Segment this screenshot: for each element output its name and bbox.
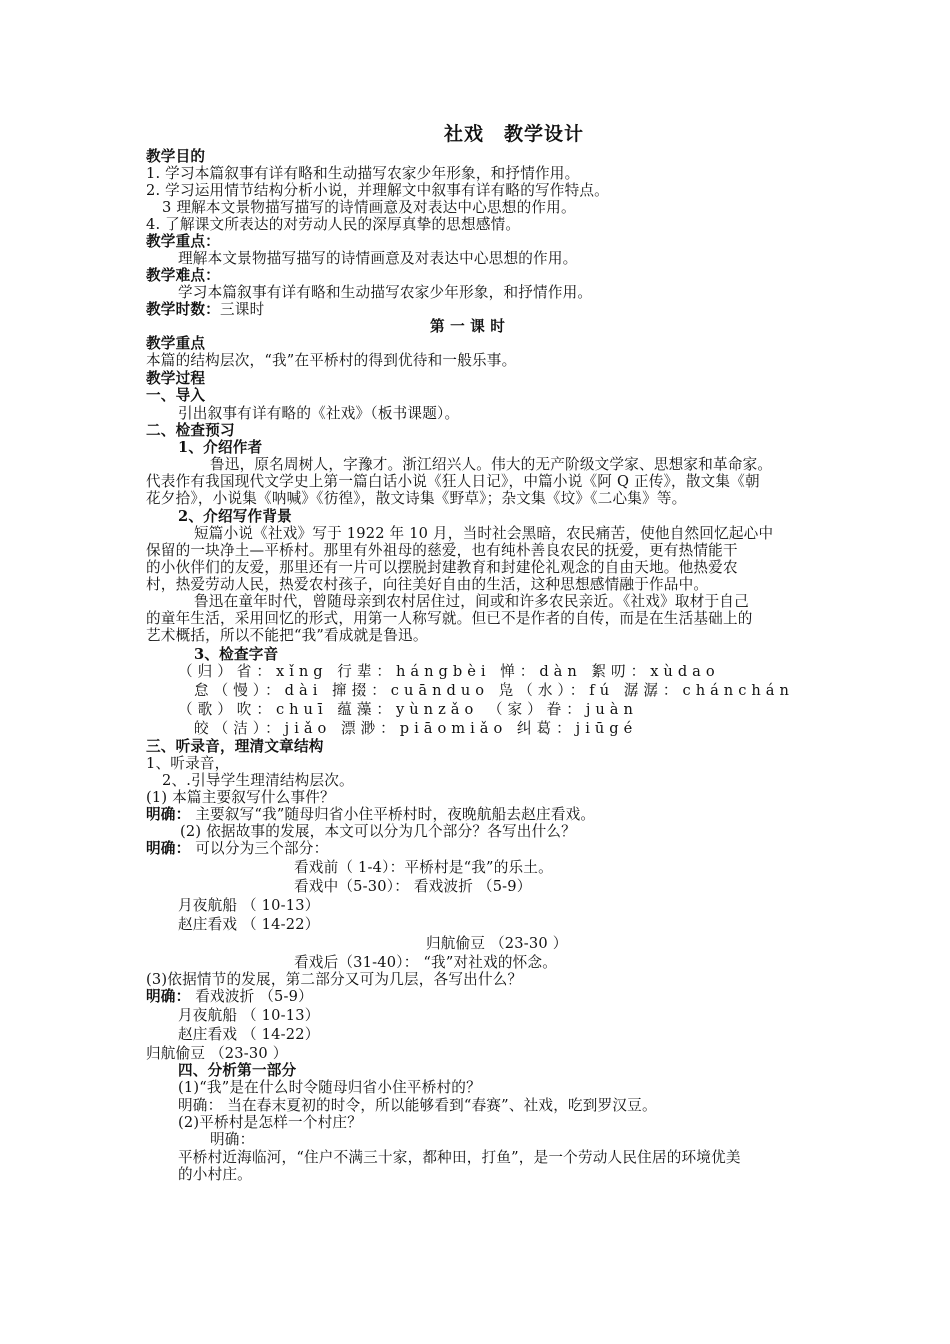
value: 可以分为三个部分： xyxy=(195,840,329,857)
text-line: 1、听录音， xyxy=(146,755,230,772)
text-line: (2) 依据故事的发展，本文可以分为几个部分？各写出什么？ xyxy=(180,823,576,840)
text-line: (1)“我”是在什么时令随母归省小住平桥村的？ xyxy=(178,1079,481,1096)
text-line: 明确： xyxy=(210,1131,255,1148)
document-title: 社戏 教学设计 xyxy=(444,123,585,145)
text-line: 理解本文景物描写描写的诗情画意及对表达中心思想的作用。 xyxy=(178,250,578,267)
text-line: (2)平桥村是怎样一个村庄？ xyxy=(178,1114,363,1131)
text-line: 4. 了解课文所表达的对劳动人民的深厚真挚的思想感情。 xyxy=(146,216,521,233)
section-heading: 四、分析第一部分 xyxy=(178,1062,297,1079)
section-heading: 教学目的 xyxy=(146,148,206,165)
subsection-heading: 1、介绍作者 xyxy=(178,439,263,456)
label: 明确： xyxy=(146,988,191,1005)
text-line: 鲁迅在童年时代，曾随母亲到农村居住过，间或和许多农民亲近。《社戏》取材于自己 xyxy=(194,593,749,610)
section-heading: 教学重点： xyxy=(146,233,220,250)
label: 明确： xyxy=(146,840,191,857)
text-line: 引出叙事有详有略的《社戏》（板书课题）。 xyxy=(178,405,460,422)
label: 教学时数： xyxy=(146,301,220,318)
text-line: 花夕拾》，小说集《呐喊》《彷徨》，散文诗集《野草》；杂文集《坟》《二心集》等。 xyxy=(146,490,687,507)
section-heading: 三、听录音，理清文章结构 xyxy=(146,738,324,755)
text-line: 月夜航船 （ 10-13） xyxy=(178,897,320,914)
text-line: 2、.引导学生理清结构层次。 xyxy=(162,772,354,789)
text-line: 看戏中（5-30）： 看戏波折 （5-9） xyxy=(294,878,532,895)
pinyin-line: 怠（慢）：dài 撺掇：cuānduo 凫（水）：fú 潺潺：chánchán xyxy=(194,682,794,699)
text-line xyxy=(146,840,328,857)
text-line: 3 理解本文景物描写描写的诗情画意及对表达中心思想的作用。 xyxy=(162,199,576,216)
text-line: 保留的一块净土—平桥村。那里有外祖母的慈爱，也有纯朴善良农民的抚爱，更有热情能干 xyxy=(146,542,738,559)
label: 明确： xyxy=(146,806,191,823)
section-heading: 教学重点 xyxy=(146,335,206,352)
text-line: (3)依据情节的发展，第二部分又可为几层，各写出什么？ xyxy=(146,971,523,988)
pinyin-line: （归）省：xǐng 行辈：hángbèi 惮：dàn 絮叨：xùdao xyxy=(178,663,720,680)
text-line: 归航偷豆 （23-30 ） xyxy=(146,1045,288,1062)
text-line: 艺术概括，所以不能把“我”看成就是鲁迅。 xyxy=(146,627,428,644)
text-line: 赵庄看戏 （ 14-22） xyxy=(178,1026,320,1043)
text-line: 看戏后（31-40）： “我”对社戏的怀念。 xyxy=(294,954,558,971)
pinyin-line: （歌）吹：chuī 蕴藻：yùnzǎo （家）眷：juàn xyxy=(178,701,638,718)
text-line xyxy=(146,301,264,318)
section-heading: 二、检查预习 xyxy=(146,422,235,439)
text-line: 学习本篇叙事有详有略和生动描写农家少年形象，和抒情作用。 xyxy=(178,284,593,301)
section-heading: 一、导入 xyxy=(146,387,206,404)
text-line: 明确： 当在春末夏初的时令，所以能够看到“春赛”、社戏，吃到罗汉豆。 xyxy=(178,1097,657,1114)
value: 主要叙写“我”随母归省小住平桥村时，夜晚航船去赵庄看戏。 xyxy=(195,806,596,823)
text-line: 归航偷豆 （23-30 ） xyxy=(426,935,568,952)
text-line xyxy=(146,806,595,823)
text-line xyxy=(146,988,313,1005)
text-line: 月夜航船 （ 10-13） xyxy=(178,1007,320,1024)
lesson-heading: 第 一 课 时 xyxy=(430,318,506,335)
text-line: (1) 本篇主要叙写什么事件？ xyxy=(146,789,335,806)
pinyin-line: 皎（洁）：jiǎo 漂渺：piāomiǎo 纠葛：jiūgé xyxy=(194,720,638,737)
text-line: 村，热爱劳动人民，热爱农村孩子，向往美好自由的生活，这种思想感情融于作品中。 xyxy=(146,576,709,593)
text-line: 的童年生活，采用回忆的形式，用第一人称写就。但已不是作者的自传，而是在生活基础上的 xyxy=(146,610,753,627)
value: 三课时 xyxy=(219,301,265,318)
text-line: 的小伙伴们的友爱，那里还有一片可以摆脱封建教育和封建伦礼观念的自由天地。他热爱农 xyxy=(146,559,738,576)
text-line: 看戏前（ 1-4）：平桥村是“我”的乐土。 xyxy=(294,859,553,876)
text-line: 短篇小说《社戏》写于 1922 年 10 月，当时社会黑暗，农民痛苦，使他自然回忆起心中 xyxy=(194,525,774,542)
text-line: 平桥村近海临河，“住户不满三十家，都种田，打鱼”，是一个劳动人民住居的环境优美 xyxy=(178,1149,741,1166)
section-heading: 教学过程 xyxy=(146,370,206,387)
text-line: 2. 学习运用情节结构分析小说，并理解文中叙事有详有略的写作特点。 xyxy=(146,182,609,199)
text-line: 1. 学习本篇叙事有详有略和生动描写农家少年形象，和抒情作用。 xyxy=(146,165,580,182)
text-line: 代表作有我国现代文学史上第一篇白话小说《狂人日记》，中篇小说《阿 Q 正传》，散文集《朝 xyxy=(146,473,760,490)
value: 看戏波折 （5-9） xyxy=(195,988,313,1005)
text-line: 本篇的结构层次，“我”在平桥村的得到优待和一般乐事。 xyxy=(146,352,517,369)
text-line: 的小村庄。 xyxy=(178,1166,252,1183)
text-line: 鲁迅，原名周树人，字豫才。浙江绍兴人。伟大的无产阶级文学家、思想家和革命家。 xyxy=(210,456,773,473)
subsection-heading: 3、检查字音 xyxy=(194,646,279,663)
section-heading: 教学难点： xyxy=(146,267,220,284)
text-line: 赵庄看戏 （ 14-22） xyxy=(178,916,320,933)
subsection-heading: 2、介绍写作背景 xyxy=(178,508,292,525)
